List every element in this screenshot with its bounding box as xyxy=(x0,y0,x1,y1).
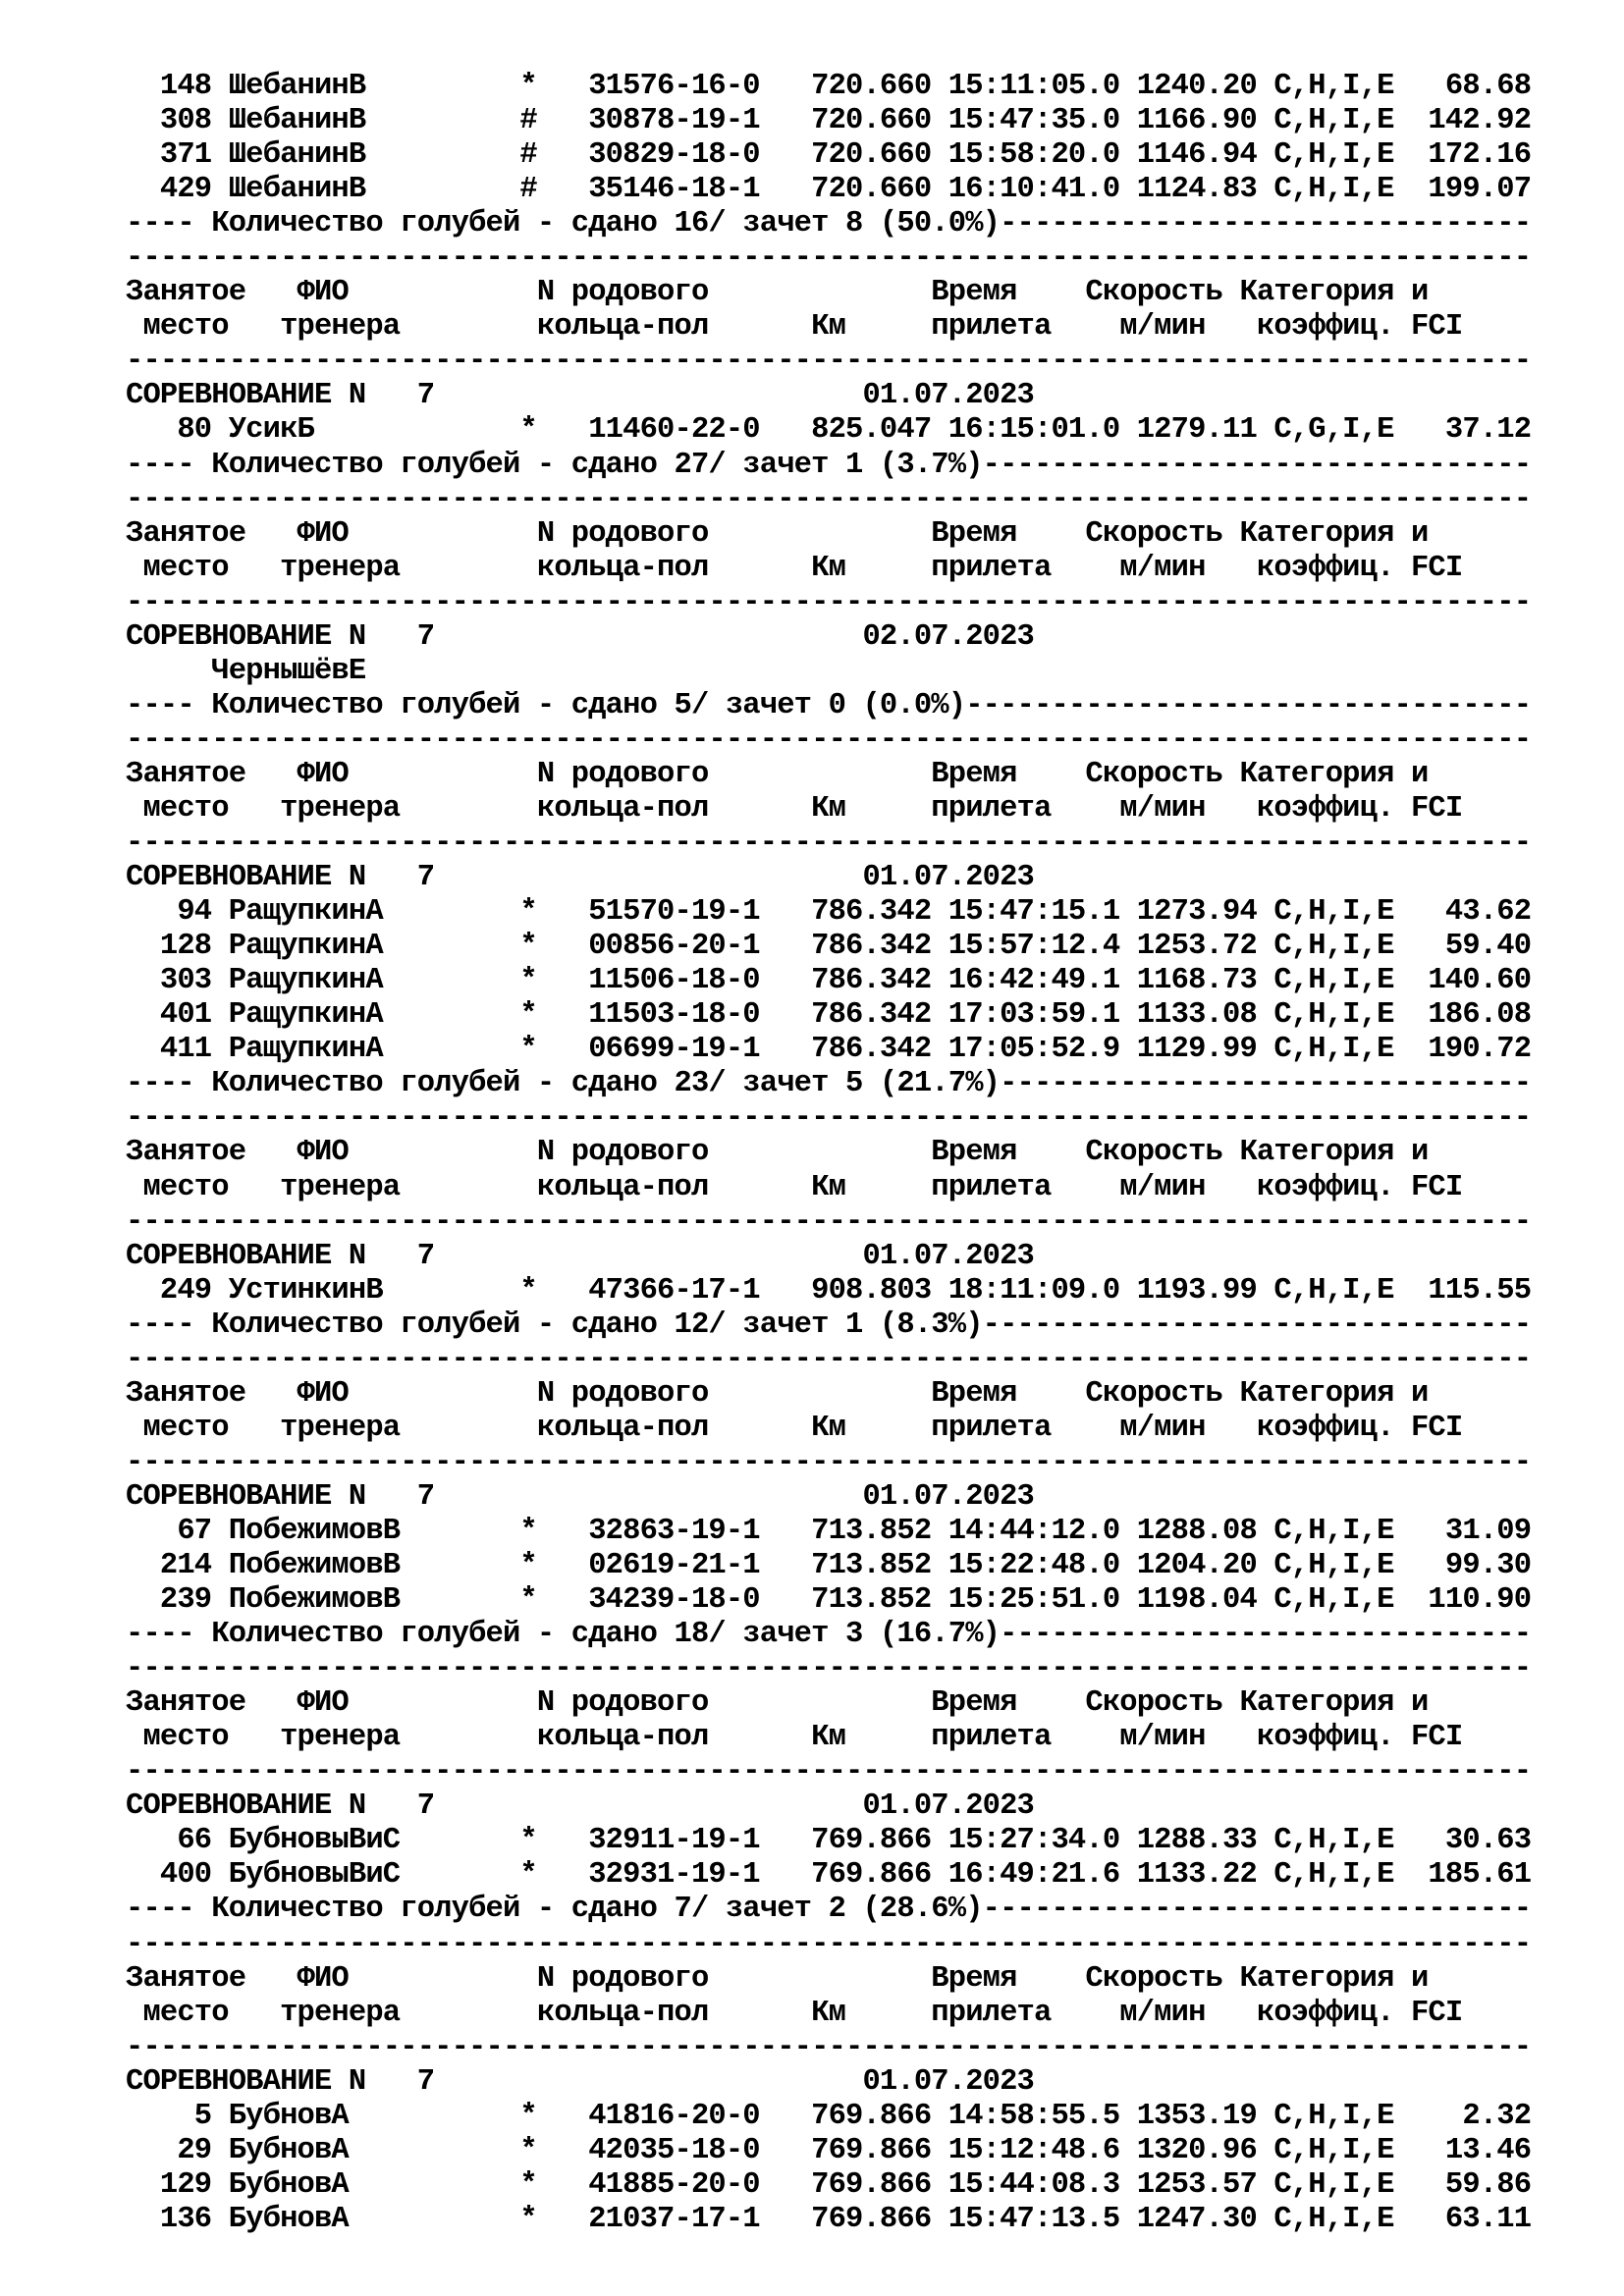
column-header-row2: место тренера кольца-пол Км прилета м/мин коэффиц. FCI xyxy=(126,1170,1463,1204)
participant-line: ЧернышёвЕ xyxy=(126,654,366,688)
separator-line: ---------------------------------------------------------------------------------- xyxy=(126,241,1532,276)
column-header-row1: Занятое ФИО N родового Время Скорость Категория и xyxy=(126,1961,1429,1996)
summary-line: ---- Количество голубей - сдано 7/ зачет 2 (28.6%)-------------------------------- xyxy=(126,1893,1532,1927)
column-header-row2: место тренера кольца-пол Км прилета м/мин коэффиц. FCI xyxy=(126,551,1463,585)
result-row: 429 ШебанинВ # 35146-18-1 720.660 16:10:41.0 1124.83 C,H,I,E 199.07 xyxy=(126,173,1532,207)
competition-header: СОРЕВНОВАНИЕ N 7 02.07.2023 xyxy=(126,619,1035,654)
separator-line: ---------------------------------------------------------------------------------- xyxy=(126,827,1532,861)
separator-line: ---------------------------------------------------------------------------------- xyxy=(126,722,1532,757)
result-row: 67 ПобежимовВ * 32863-19-1 713.852 14:44:12.0 1288.08 C,H,I,E 31.09 xyxy=(126,1514,1532,1548)
result-row: 401 РащупкинА * 11503-18-0 786.342 17:03:59.1 1133.08 C,H,I,E 186.08 xyxy=(126,998,1532,1033)
result-row: 128 РащупкинА * 00856-20-1 786.342 15:57:12.4 1253.72 C,H,I,E 59.40 xyxy=(126,930,1532,964)
result-row: 239 ПобежимовВ * 34239-18-0 713.852 15:25:51.0 1198.04 C,H,I,E 110.90 xyxy=(126,1583,1532,1618)
result-row: 66 БубновыВиС * 32911-19-1 769.866 15:27:34.0 1288.33 C,H,I,E 30.63 xyxy=(126,1824,1532,1858)
result-row: 308 ШебанинВ # 30878-19-1 720.660 15:47:35.0 1166.90 C,H,I,E 142.92 xyxy=(126,104,1532,138)
competition-header: СОРЕВНОВАНИЕ N 7 01.07.2023 xyxy=(126,379,1035,413)
summary-line: ---- Количество голубей - сдано 12/ зачет 1 (8.3%)-------------------------------- xyxy=(126,1308,1532,1342)
competition-header: СОРЕВНОВАНИЕ N 7 01.07.2023 xyxy=(126,2064,1035,2099)
result-row: 94 РащупкинА * 51570-19-1 786.342 15:47:15.1 1273.94 C,H,I,E 43.62 xyxy=(126,895,1532,930)
summary-line: ---- Количество голубей - сдано 18/ зачет 3 (16.7%)------------------------------- xyxy=(126,1618,1532,1652)
column-header-row2: место тренера кольца-пол Км прилета м/мин коэффиц. FCI xyxy=(126,1996,1463,2030)
competition-header: СОРЕВНОВАНИЕ N 7 01.07.2023 xyxy=(126,1479,1035,1514)
column-header-row1: Занятое ФИО N родового Время Скорость Категория и xyxy=(126,516,1429,551)
separator-line: ---------------------------------------------------------------------------------- xyxy=(126,1342,1532,1376)
result-row: 371 ШебанинВ # 30829-18-0 720.660 15:58:20.0 1146.94 C,H,I,E 172.16 xyxy=(126,138,1532,173)
result-row: 5 БубновА * 41816-20-0 769.866 14:58:55.5 1353.19 C,H,I,E 2.32 xyxy=(126,2099,1532,2133)
competition-header: СОРЕВНОВАНИЕ N 7 01.07.2023 xyxy=(126,1239,1035,1273)
results-printout xyxy=(126,70,1531,2237)
column-header-row1: Занятое ФИО N родового Время Скорость Категория и xyxy=(126,1136,1429,1170)
separator-line: ---------------------------------------------------------------------------------- xyxy=(126,1927,1532,1961)
column-header-row1: Занятое ФИО N родового Время Скорость Категория и xyxy=(126,757,1429,791)
column-header-row2: место тренера кольца-пол Км прилета м/мин коэффиц. FCI xyxy=(126,791,1463,826)
result-row: 136 БубновА * 21037-17-1 769.866 15:47:13.5 1247.30 C,H,I,E 63.11 xyxy=(126,2202,1532,2236)
result-row: 129 БубновА * 41885-20-0 769.866 15:44:08.3 1253.57 C,H,I,E 59.86 xyxy=(126,2167,1532,2202)
separator-line: ---------------------------------------------------------------------------------- xyxy=(126,1204,1532,1239)
separator-line: ---------------------------------------------------------------------------------- xyxy=(126,482,1532,516)
column-header-row2: место тренера кольца-пол Км прилета м/мин коэффиц. FCI xyxy=(126,1411,1463,1445)
result-row: 411 РащупкинА * 06699-19-1 786.342 17:05:52.9 1129.99 C,H,I,E 190.72 xyxy=(126,1033,1532,1067)
result-row: 29 БубновА * 42035-18-0 769.866 15:12:48.6 1320.96 C,H,I,E 13.46 xyxy=(126,2133,1532,2167)
column-header-row1: Занятое ФИО N родового Время Скорость Категория и xyxy=(126,1376,1429,1411)
column-header-row1: Занятое ФИО N родового Время Скорость Категория и xyxy=(126,276,1429,310)
column-header-row2: место тренера кольца-пол Км прилета м/мин коэффиц. FCI xyxy=(126,1721,1463,1755)
separator-line: ---------------------------------------------------------------------------------- xyxy=(126,345,1532,379)
result-row: 303 РащупкинА * 11506-18-0 786.342 16:42:49.1 1168.73 C,H,I,E 140.60 xyxy=(126,964,1532,998)
result-row: 148 ШебанинВ * 31576-16-0 720.660 15:11:05.0 1240.20 C,H,I,E 68.68 xyxy=(126,70,1532,103)
separator-line: ---------------------------------------------------------------------------------- xyxy=(126,585,1532,619)
separator-line: ---------------------------------------------------------------------------------- xyxy=(126,1101,1532,1136)
summary-line: ---- Количество голубей - сдано 23/ зачет 5 (21.7%)------------------------------- xyxy=(126,1067,1532,1101)
result-row: 249 УстинкинВ * 47366-17-1 908.803 18:11:09.0 1193.99 C,H,I,E 115.55 xyxy=(126,1273,1532,1308)
result-row: 400 БубновыВиС * 32931-19-1 769.866 16:49:21.6 1133.22 C,H,I,E 185.61 xyxy=(126,1858,1532,1893)
result-row: 80 УсикБ * 11460-22-0 825.047 16:15:01.0 1279.11 C,G,I,E 37.12 xyxy=(126,413,1532,448)
result-row: 214 ПобежимовВ * 02619-21-1 713.852 15:22:48.0 1204.20 C,H,I,E 99.30 xyxy=(126,1549,1532,1583)
summary-line: ---- Количество голубей - сдано 27/ зачет 1 (3.7%)-------------------------------- xyxy=(126,448,1532,482)
separator-line: ---------------------------------------------------------------------------------- xyxy=(126,1755,1532,1789)
separator-line: ---------------------------------------------------------------------------------- xyxy=(126,1652,1532,1686)
separator-line: ---------------------------------------------------------------------------------- xyxy=(126,1445,1532,1479)
column-header-row1: Занятое ФИО N родового Время Скорость Категория и xyxy=(126,1686,1429,1721)
competition-header: СОРЕВНОВАНИЕ N 7 01.07.2023 xyxy=(126,1789,1035,1824)
summary-line: ---- Количество голубей - сдано 5/ зачет 0 (0.0%)--------------------------------- xyxy=(126,688,1532,722)
summary-line: ---- Количество голубей - сдано 16/ зачет 8 (50.0%)------------------------------- xyxy=(126,207,1532,241)
competition-header: СОРЕВНОВАНИЕ N 7 01.07.2023 xyxy=(126,861,1035,895)
separator-line: ---------------------------------------------------------------------------------- xyxy=(126,2030,1532,2064)
column-header-row2: место тренера кольца-пол Км прилета м/мин коэффиц. FCI xyxy=(126,310,1463,345)
